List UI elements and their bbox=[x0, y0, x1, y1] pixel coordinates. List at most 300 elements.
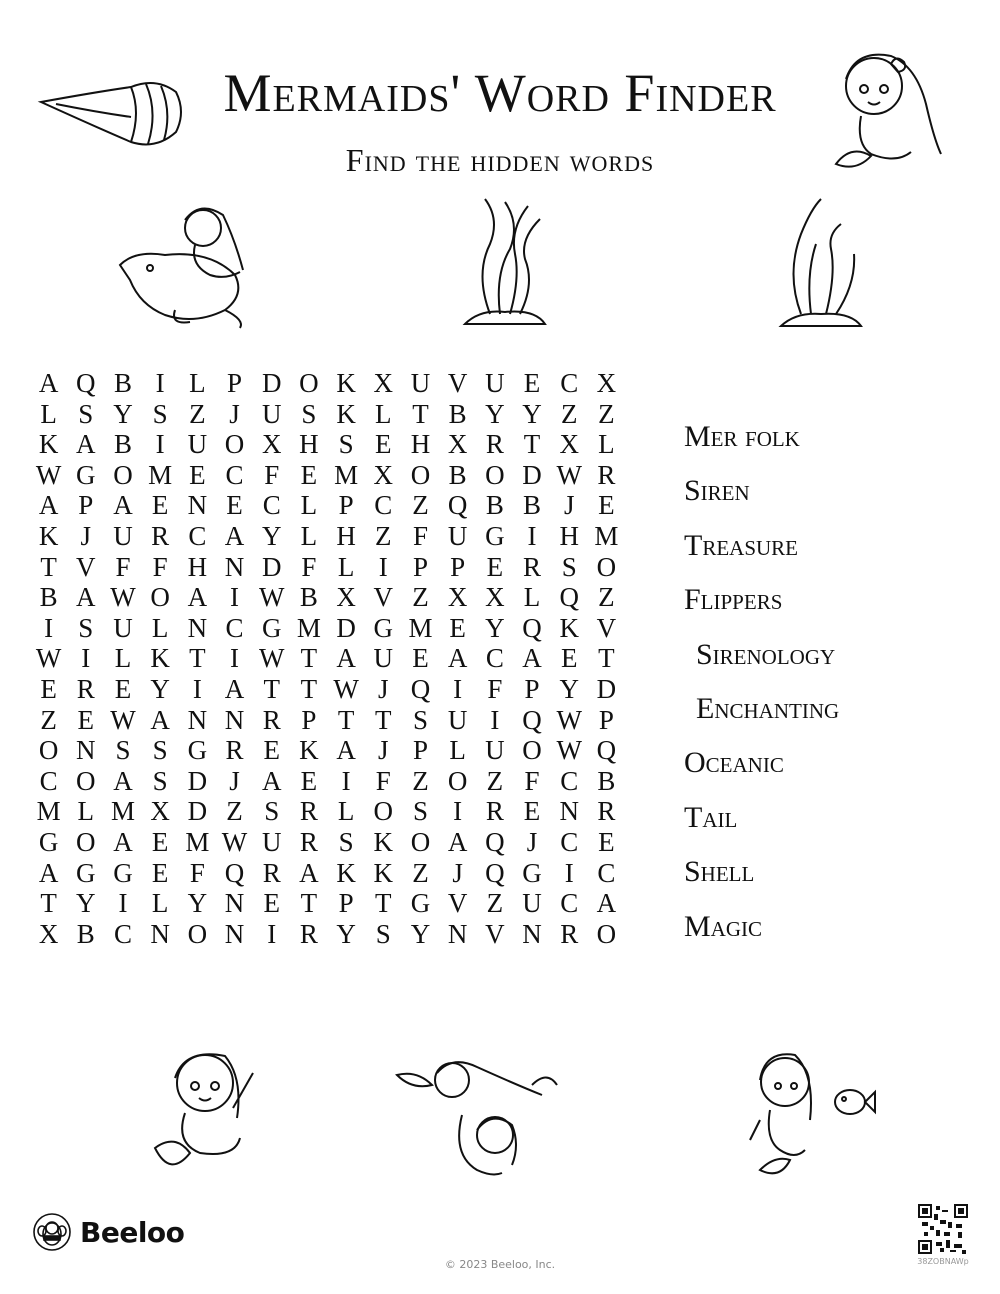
grid-letter[interactable]: O bbox=[38, 735, 59, 766]
grid-letter[interactable]: K bbox=[373, 857, 394, 888]
grid-letter[interactable]: G bbox=[76, 459, 96, 490]
grid-letter[interactable]: L bbox=[114, 643, 132, 674]
grid-letter[interactable]: N bbox=[447, 918, 468, 949]
grid-letter[interactable]: K bbox=[38, 520, 59, 551]
grid-letter[interactable]: M bbox=[594, 520, 619, 551]
grid-letter[interactable]: Z bbox=[486, 888, 504, 919]
grid-letter[interactable]: E bbox=[263, 735, 280, 766]
grid-letter[interactable]: P bbox=[524, 673, 540, 704]
grid-letter[interactable]: E bbox=[151, 826, 169, 857]
grid-letter[interactable]: Q bbox=[485, 857, 505, 888]
grid-letter[interactable]: X bbox=[485, 582, 505, 613]
grid-letter[interactable]: A bbox=[522, 643, 542, 674]
grid-letter[interactable]: W bbox=[35, 459, 62, 490]
grid-letter[interactable]: R bbox=[523, 551, 542, 582]
grid-letter[interactable]: Z bbox=[486, 765, 504, 796]
grid-letter[interactable]: S bbox=[561, 551, 577, 582]
grid-letter[interactable]: G bbox=[76, 857, 96, 888]
grid-letter[interactable]: J bbox=[526, 826, 538, 857]
grid-letter[interactable]: K bbox=[336, 398, 356, 429]
grid-letter[interactable]: N bbox=[187, 612, 208, 643]
grid-letter[interactable]: Z bbox=[598, 582, 615, 613]
grid-letter[interactable]: A bbox=[113, 765, 133, 796]
grid-letter[interactable]: E bbox=[598, 826, 615, 857]
grid-letter[interactable]: P bbox=[78, 490, 94, 521]
grid-letter[interactable]: O bbox=[485, 459, 505, 490]
grid-letter[interactable]: V bbox=[485, 918, 505, 949]
grid-letter[interactable]: C bbox=[262, 490, 281, 521]
grid-letter[interactable]: B bbox=[299, 582, 318, 613]
grid-letter[interactable]: F bbox=[524, 765, 540, 796]
grid-letter[interactable]: C bbox=[188, 520, 207, 551]
grid-letter[interactable]: T bbox=[300, 643, 318, 674]
grid-letter[interactable]: R bbox=[262, 704, 281, 735]
grid-letter[interactable]: E bbox=[40, 673, 57, 704]
grid-letter[interactable]: Z bbox=[412, 857, 429, 888]
grid-letter[interactable]: K bbox=[559, 612, 579, 643]
grid-letter[interactable]: Y bbox=[261, 520, 282, 551]
grid-letter[interactable]: V bbox=[373, 582, 394, 613]
grid-letter[interactable]: U bbox=[485, 368, 505, 398]
grid-letter[interactable]: A bbox=[113, 826, 133, 857]
grid-letter[interactable]: E bbox=[300, 459, 318, 490]
grid-letter[interactable]: L bbox=[300, 490, 318, 521]
grid-letter[interactable]: C bbox=[597, 857, 616, 888]
grid-letter[interactable]: A bbox=[76, 429, 96, 460]
grid-letter[interactable]: Y bbox=[150, 673, 170, 704]
grid-letter[interactable]: I bbox=[378, 551, 388, 582]
grid-letter[interactable]: I bbox=[267, 918, 277, 949]
grid-letter[interactable]: O bbox=[150, 582, 170, 613]
grid-letter[interactable]: M bbox=[148, 459, 173, 490]
grid-letter[interactable]: O bbox=[596, 551, 617, 582]
grid-letter[interactable]: Z bbox=[412, 765, 429, 796]
grid-letter[interactable]: O bbox=[596, 918, 617, 949]
grid-letter[interactable]: A bbox=[596, 888, 617, 919]
grid-letter[interactable]: Z bbox=[226, 796, 243, 827]
grid-letter[interactable]: Q bbox=[76, 368, 96, 398]
grid-letter[interactable]: K bbox=[336, 368, 356, 398]
grid-letter[interactable]: E bbox=[151, 857, 169, 888]
grid-letter[interactable]: E bbox=[300, 765, 318, 796]
grid-letter[interactable]: B bbox=[597, 765, 616, 796]
grid-letter[interactable]: H bbox=[299, 429, 319, 460]
grid-letter[interactable]: R bbox=[299, 796, 318, 827]
grid-letter[interactable]: S bbox=[115, 735, 131, 766]
grid-letter[interactable]: D bbox=[336, 612, 356, 643]
grid-letter[interactable]: J bbox=[563, 490, 575, 521]
grid-letter[interactable]: G bbox=[410, 888, 431, 919]
grid-letter[interactable]: W bbox=[110, 704, 136, 735]
grid-letter[interactable]: G bbox=[485, 520, 505, 551]
grid-letter[interactable]: E bbox=[375, 429, 392, 460]
grid-letter[interactable]: I bbox=[44, 612, 54, 643]
grid-letter[interactable]: K bbox=[299, 735, 319, 766]
grid-letter[interactable]: C bbox=[560, 765, 579, 796]
grid-letter[interactable]: O bbox=[76, 826, 96, 857]
grid-letter[interactable]: O bbox=[299, 368, 319, 398]
grid-letter[interactable]: N bbox=[522, 918, 542, 949]
grid-letter[interactable]: C bbox=[560, 888, 579, 919]
grid-letter[interactable]: N bbox=[76, 735, 96, 766]
grid-letter[interactable]: P bbox=[338, 490, 354, 521]
grid-letter[interactable]: U bbox=[187, 429, 208, 460]
grid-letter[interactable]: C bbox=[560, 826, 579, 857]
grid-letter[interactable]: I bbox=[341, 765, 351, 796]
grid-letter[interactable]: E bbox=[523, 796, 541, 827]
grid-letter[interactable]: K bbox=[373, 826, 394, 857]
grid-letter[interactable]: T bbox=[523, 429, 541, 460]
grid-letter[interactable]: E bbox=[263, 888, 280, 919]
grid-letter[interactable]: O bbox=[76, 765, 96, 796]
grid-letter[interactable]: E bbox=[449, 612, 466, 643]
grid-letter[interactable]: H bbox=[410, 429, 431, 460]
grid-letter[interactable]: T bbox=[189, 643, 206, 674]
grid-letter[interactable]: P bbox=[412, 551, 428, 582]
grid-letter[interactable]: N bbox=[224, 888, 245, 919]
grid-letter[interactable]: F bbox=[189, 857, 205, 888]
grid-letter[interactable]: N bbox=[150, 918, 170, 949]
grid-letter[interactable]: Q bbox=[559, 582, 579, 613]
grid-letter[interactable]: N bbox=[187, 704, 208, 735]
grid-letter[interactable]: F bbox=[375, 765, 391, 796]
grid-letter[interactable]: T bbox=[300, 888, 318, 919]
grid-letter[interactable]: S bbox=[152, 765, 168, 796]
grid-letter[interactable]: Z bbox=[412, 582, 429, 613]
grid-letter[interactable]: S bbox=[78, 612, 94, 643]
grid-letter[interactable]: I bbox=[118, 888, 128, 919]
grid-letter[interactable]: A bbox=[38, 857, 59, 888]
grid-letter[interactable]: Q bbox=[522, 612, 542, 643]
grid-letter[interactable]: L bbox=[300, 520, 318, 551]
grid-letter[interactable]: B bbox=[113, 368, 132, 398]
grid-letter[interactable]: U bbox=[447, 520, 468, 551]
grid-letter[interactable]: R bbox=[76, 673, 95, 704]
grid-letter[interactable]: V bbox=[447, 368, 468, 398]
grid-letter[interactable]: L bbox=[77, 796, 95, 827]
grid-letter[interactable]: W bbox=[110, 582, 136, 613]
grid-letter[interactable]: H bbox=[187, 551, 208, 582]
grid-letter[interactable]: F bbox=[301, 551, 317, 582]
grid-letter[interactable]: X bbox=[336, 582, 356, 613]
grid-letter[interactable]: F bbox=[115, 551, 131, 582]
grid-letter[interactable]: Y bbox=[522, 398, 542, 429]
grid-letter[interactable]: Y bbox=[113, 398, 133, 429]
grid-letter[interactable]: C bbox=[225, 459, 244, 490]
grid-letter[interactable]: L bbox=[337, 796, 355, 827]
grid-letter[interactable]: V bbox=[596, 612, 617, 643]
grid-letter[interactable]: O bbox=[373, 796, 394, 827]
grid-letter[interactable]: W bbox=[35, 643, 62, 674]
grid-letter[interactable]: I bbox=[564, 857, 574, 888]
grid-letter[interactable]: A bbox=[150, 704, 170, 735]
grid-letter[interactable]: T bbox=[40, 888, 57, 919]
grid-letter[interactable]: Y bbox=[410, 918, 431, 949]
grid-letter[interactable]: T bbox=[300, 673, 318, 704]
grid-letter[interactable]: Y bbox=[485, 612, 505, 643]
grid-letter[interactable]: A bbox=[447, 643, 468, 674]
grid-letter[interactable]: P bbox=[598, 704, 614, 735]
grid-letter[interactable]: A bbox=[38, 368, 59, 398]
grid-letter[interactable]: S bbox=[152, 398, 168, 429]
grid-letter[interactable]: O bbox=[410, 459, 431, 490]
grid-letter[interactable]: I bbox=[453, 796, 463, 827]
grid-letter[interactable]: D bbox=[522, 459, 542, 490]
grid-letter[interactable]: E bbox=[226, 490, 243, 521]
grid-letter[interactable]: E bbox=[560, 643, 578, 674]
grid-letter[interactable]: P bbox=[412, 735, 428, 766]
grid-letter[interactable]: A bbox=[336, 735, 356, 766]
grid-letter[interactable]: Y bbox=[559, 673, 579, 704]
grid-letter[interactable]: A bbox=[224, 520, 245, 551]
grid-letter[interactable]: W bbox=[556, 735, 582, 766]
grid-letter[interactable]: I bbox=[155, 429, 165, 460]
grid-letter[interactable]: M bbox=[334, 459, 359, 490]
grid-letter[interactable]: R bbox=[299, 826, 318, 857]
grid-letter[interactable]: Z bbox=[598, 398, 615, 429]
grid-letter[interactable]: T bbox=[598, 643, 615, 674]
grid-letter[interactable]: X bbox=[447, 582, 468, 613]
grid-letter[interactable]: S bbox=[264, 796, 280, 827]
grid-letter[interactable]: O bbox=[224, 429, 245, 460]
grid-letter[interactable]: H bbox=[336, 520, 356, 551]
grid-letter[interactable]: U bbox=[410, 368, 431, 398]
grid-letter[interactable]: I bbox=[527, 520, 537, 551]
grid-letter[interactable]: P bbox=[227, 368, 243, 398]
grid-letter[interactable]: O bbox=[113, 459, 133, 490]
grid-letter[interactable]: E bbox=[151, 490, 169, 521]
grid-letter[interactable]: S bbox=[412, 704, 428, 735]
grid-letter[interactable]: O bbox=[187, 918, 208, 949]
grid-letter[interactable]: F bbox=[264, 459, 280, 490]
grid-letter[interactable]: U bbox=[485, 735, 505, 766]
grid-letter[interactable]: J bbox=[378, 735, 389, 766]
grid-letter[interactable]: G bbox=[261, 612, 282, 643]
grid-letter[interactable]: R bbox=[485, 796, 504, 827]
grid-letter[interactable]: I bbox=[192, 673, 202, 704]
grid-letter[interactable]: T bbox=[337, 704, 355, 735]
grid-letter[interactable]: D bbox=[187, 796, 208, 827]
grid-letter[interactable]: B bbox=[523, 490, 542, 521]
grid-letter[interactable]: N bbox=[224, 551, 245, 582]
grid-letter[interactable]: Y bbox=[187, 888, 208, 919]
grid-letter[interactable]: R bbox=[151, 520, 170, 551]
grid-letter[interactable]: S bbox=[152, 735, 168, 766]
grid-letter[interactable]: O bbox=[522, 735, 542, 766]
grid-letter[interactable]: W bbox=[258, 643, 285, 674]
grid-letter[interactable]: O bbox=[447, 765, 468, 796]
grid-letter[interactable]: M bbox=[296, 612, 321, 643]
grid-letter[interactable]: A bbox=[187, 582, 208, 613]
grid-letter[interactable]: T bbox=[263, 673, 280, 704]
grid-letter[interactable]: M bbox=[408, 612, 433, 643]
grid-letter[interactable]: A bbox=[38, 490, 59, 521]
grid-letter[interactable]: P bbox=[338, 888, 354, 919]
grid-letter[interactable]: A bbox=[76, 582, 96, 613]
grid-letter[interactable]: E bbox=[189, 459, 206, 490]
grid-letter[interactable]: S bbox=[301, 398, 317, 429]
grid-letter[interactable]: X bbox=[373, 459, 394, 490]
grid-letter[interactable]: V bbox=[76, 551, 96, 582]
grid-letter[interactable]: Q bbox=[224, 857, 245, 888]
grid-letter[interactable]: S bbox=[78, 398, 94, 429]
grid-letter[interactable]: P bbox=[301, 704, 317, 735]
grid-letter[interactable]: Q bbox=[447, 490, 468, 521]
grid-letter[interactable]: F bbox=[412, 520, 428, 551]
grid-letter[interactable]: B bbox=[76, 918, 95, 949]
grid-letter[interactable]: M bbox=[36, 796, 61, 827]
grid-letter[interactable]: I bbox=[81, 643, 91, 674]
grid-letter[interactable]: I bbox=[230, 582, 240, 613]
grid-letter[interactable]: L bbox=[189, 368, 206, 398]
grid-letter[interactable]: N bbox=[224, 918, 245, 949]
grid-letter[interactable]: I bbox=[230, 643, 240, 674]
grid-letter[interactable]: M bbox=[185, 826, 210, 857]
grid-letter[interactable]: C bbox=[39, 765, 58, 796]
grid-letter[interactable]: U bbox=[261, 826, 282, 857]
grid-letter[interactable]: L bbox=[151, 888, 169, 919]
grid-letter[interactable]: L bbox=[375, 398, 392, 429]
grid-letter[interactable]: T bbox=[40, 551, 57, 582]
grid-letter[interactable]: S bbox=[338, 826, 354, 857]
grid-letter[interactable]: V bbox=[447, 888, 468, 919]
grid-letter[interactable]: J bbox=[80, 520, 92, 551]
grid-letter[interactable]: L bbox=[337, 551, 355, 582]
grid-letter[interactable]: T bbox=[375, 704, 392, 735]
grid-letter[interactable]: J bbox=[229, 765, 240, 796]
grid-letter[interactable]: K bbox=[38, 429, 59, 460]
grid-letter[interactable]: W bbox=[258, 582, 285, 613]
grid-letter[interactable]: D bbox=[596, 673, 617, 704]
grid-letter[interactable]: B bbox=[485, 490, 504, 521]
grid-letter[interactable]: P bbox=[450, 551, 466, 582]
grid-letter[interactable]: X bbox=[38, 918, 59, 949]
grid-letter[interactable]: D bbox=[187, 765, 208, 796]
grid-letter[interactable]: B bbox=[39, 582, 58, 613]
grid-letter[interactable]: R bbox=[597, 796, 616, 827]
grid-letter[interactable]: U bbox=[113, 612, 133, 643]
grid-letter[interactable]: M bbox=[110, 796, 135, 827]
grid-letter[interactable]: B bbox=[113, 429, 132, 460]
grid-letter[interactable]: A bbox=[224, 673, 245, 704]
grid-letter[interactable]: L bbox=[40, 398, 57, 429]
grid-letter[interactable]: X bbox=[447, 429, 468, 460]
grid-letter[interactable]: N bbox=[187, 490, 208, 521]
grid-letter[interactable]: G bbox=[373, 612, 394, 643]
grid-letter[interactable]: Y bbox=[485, 398, 505, 429]
grid-letter[interactable]: E bbox=[598, 490, 615, 521]
grid-letter[interactable]: W bbox=[333, 673, 359, 704]
grid-letter[interactable]: Q bbox=[522, 704, 542, 735]
grid-letter[interactable]: E bbox=[114, 673, 132, 704]
grid-letter[interactable]: S bbox=[375, 918, 391, 949]
grid-letter[interactable]: G bbox=[38, 826, 59, 857]
grid-letter[interactable]: O bbox=[410, 826, 431, 857]
grid-letter[interactable]: C bbox=[113, 918, 132, 949]
grid-letter[interactable]: R bbox=[299, 918, 318, 949]
grid-letter[interactable]: U bbox=[261, 398, 282, 429]
grid-letter[interactable]: Q bbox=[596, 735, 617, 766]
grid-letter[interactable]: D bbox=[261, 368, 282, 398]
grid-letter[interactable]: X bbox=[559, 429, 579, 460]
grid-letter[interactable]: L bbox=[449, 735, 466, 766]
grid-letter[interactable]: X bbox=[150, 796, 170, 827]
grid-letter[interactable]: C bbox=[485, 643, 504, 674]
grid-letter[interactable]: A bbox=[299, 857, 319, 888]
grid-letter[interactable]: X bbox=[596, 368, 617, 398]
grid-letter[interactable]: R bbox=[560, 918, 579, 949]
grid-letter[interactable]: L bbox=[151, 612, 169, 643]
grid-letter[interactable]: G bbox=[187, 735, 208, 766]
grid-letter[interactable]: G bbox=[113, 857, 133, 888]
grid-letter[interactable]: B bbox=[448, 459, 467, 490]
grid-letter[interactable]: W bbox=[556, 459, 582, 490]
grid-letter[interactable]: A bbox=[336, 643, 356, 674]
grid-letter[interactable]: S bbox=[412, 796, 428, 827]
grid-letter[interactable]: C bbox=[374, 490, 393, 521]
grid-letter[interactable]: K bbox=[336, 857, 356, 888]
grid-letter[interactable]: E bbox=[523, 368, 541, 398]
grid-letter[interactable]: G bbox=[522, 857, 542, 888]
grid-letter[interactable]: R bbox=[262, 857, 281, 888]
grid-letter[interactable]: Z bbox=[40, 704, 57, 735]
grid-letter[interactable]: L bbox=[523, 582, 541, 613]
grid-letter[interactable]: A bbox=[113, 490, 133, 521]
grid-letter[interactable]: Z bbox=[412, 490, 429, 521]
grid-letter[interactable]: A bbox=[447, 826, 468, 857]
grid-letter[interactable]: N bbox=[224, 704, 245, 735]
grid-letter[interactable]: I bbox=[453, 673, 463, 704]
grid-letter[interactable]: W bbox=[556, 704, 582, 735]
grid-letter[interactable]: D bbox=[261, 551, 282, 582]
grid-letter[interactable]: J bbox=[229, 398, 240, 429]
grid-letter[interactable]: U bbox=[447, 704, 468, 735]
grid-letter[interactable]: X bbox=[373, 368, 394, 398]
grid-letter[interactable]: U bbox=[113, 520, 133, 551]
grid-letter[interactable]: K bbox=[150, 643, 170, 674]
grid-letter[interactable]: X bbox=[261, 429, 282, 460]
grid-letter[interactable]: S bbox=[338, 429, 354, 460]
grid-letter[interactable]: C bbox=[225, 612, 244, 643]
grid-letter[interactable]: Q bbox=[485, 826, 505, 857]
grid-letter[interactable]: Y bbox=[76, 888, 96, 919]
grid-letter[interactable]: J bbox=[378, 673, 389, 704]
grid-letter[interactable]: Q bbox=[410, 673, 431, 704]
grid-letter[interactable]: F bbox=[152, 551, 168, 582]
grid-letter[interactable]: E bbox=[486, 551, 504, 582]
grid-letter[interactable]: I bbox=[155, 368, 165, 398]
grid-letter[interactable]: H bbox=[559, 520, 579, 551]
grid-letter[interactable]: F bbox=[487, 673, 503, 704]
grid-letter[interactable]: Z bbox=[560, 398, 578, 429]
grid-letter[interactable]: C bbox=[560, 368, 579, 398]
grid-letter[interactable]: U bbox=[373, 643, 394, 674]
grid-letter[interactable]: U bbox=[522, 888, 542, 919]
grid-letter[interactable]: A bbox=[261, 765, 282, 796]
grid-letter[interactable]: Y bbox=[336, 918, 356, 949]
grid-letter[interactable]: B bbox=[448, 398, 467, 429]
grid-letter[interactable]: R bbox=[225, 735, 244, 766]
grid-letter[interactable]: Z bbox=[189, 398, 206, 429]
grid-letter[interactable]: E bbox=[412, 643, 429, 674]
grid-letter[interactable]: R bbox=[485, 429, 504, 460]
grid-letter[interactable]: I bbox=[490, 704, 500, 735]
grid-letter[interactable]: W bbox=[221, 826, 248, 857]
grid-letter[interactable]: R bbox=[597, 459, 616, 490]
grid-letter[interactable]: J bbox=[452, 857, 463, 888]
grid-letter[interactable]: T bbox=[375, 888, 392, 919]
grid-letter[interactable]: E bbox=[77, 704, 95, 735]
